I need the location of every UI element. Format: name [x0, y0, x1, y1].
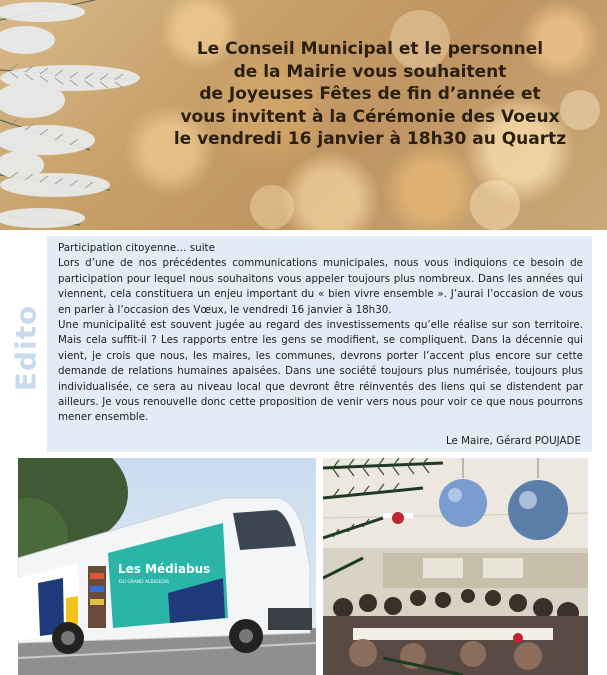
edito-box: [47, 236, 592, 452]
edito-side-label: [6, 288, 46, 408]
edito-label-text: Edito: [9, 304, 43, 392]
edito-paragraph-1: Lors d’une de nos précédentes communications municipales, nous vous indiquions ce besoin de participation pour lequel nous souhaitons vous appeler toujours plus nombreux. Dans les années qui viennent, cela constituera un enjeu important du « bien vivre ensemble ». J’aurai l’occasion de vous en parler à l’occasion des Vœux, le vendredi 16 janvier à 18h30.: [58, 257, 583, 316]
bus-title: Les Médiabus: [118, 562, 211, 576]
bus-subtitle: DU GRAND ALBIGEOIS: [119, 580, 170, 585]
banner-line: de Joyeuses Fêtes de fin d’année et: [199, 84, 541, 104]
banner-line: Le Conseil Municipal et le personnel: [196, 39, 544, 59]
bokeh-light: [250, 185, 294, 229]
edito-heading: Participation citoyenne… suite: [58, 242, 215, 254]
banner-message: [150, 38, 590, 151]
bokeh-light: [470, 180, 520, 230]
holiday-banner: [0, 0, 607, 230]
banner-line: vous invitent à la Cérémonie des Voeux: [180, 106, 560, 127]
edito-signature: Le Maire, Gérard POUJADE: [445, 434, 581, 447]
edito-paragraph-2: Une municipalité est souvent jugée au regard des investissements qu’elle réalise sur son territoire. Mais cela suffit-il ? Les rapports entre les gens se modifient, se compliquent. Dans la décennie qui vient, je crois que nous, les maires, les communes, devrons porter l’accent plus encore sur cette demande de relations humaines apaisées. Dans une société toujours plus numérisée, toujours plus individualisée, ce sera au niveau local que devront être réinventés des liens qui se distendent par ailleurs. Je vous renouvelle donc cette proposition de venir vers nous pour voir ce que nous pourrons mener ensemble.: [58, 319, 583, 424]
ceremony-hall-illustration: [323, 458, 588, 675]
banner-line: le vendredi 16 janvier à 18h30 au Quartz: [173, 129, 567, 149]
mediabus-illustration: [18, 458, 316, 675]
ceremony-hall-photo: [323, 458, 588, 675]
mediabus-photo: [18, 458, 316, 675]
banner-line: de la Mairie vous souhaitent: [233, 61, 507, 82]
